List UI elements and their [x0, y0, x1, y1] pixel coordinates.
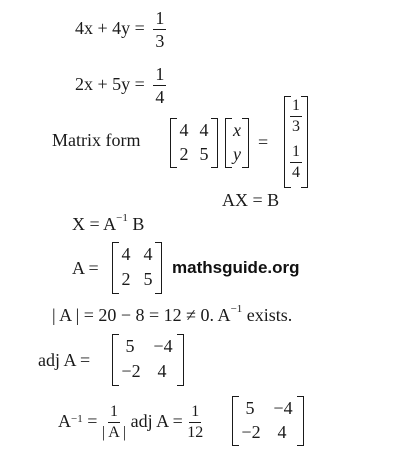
matrix-equals: = [258, 132, 269, 152]
matrix-cell: 5 [143, 269, 153, 289]
equation-1-den: 3 [155, 31, 165, 52]
equation-1-lhs: 4x + 4y = [75, 18, 145, 38]
equation-2-fraction [153, 65, 166, 106]
matrix-cell: −2 [121, 361, 141, 381]
matrix-cell: 5 [125, 336, 135, 356]
x-solution: $X = A^{-1}$ B [72, 212, 145, 234]
right-bracket [155, 242, 162, 294]
matrix-form-label: Matrix form [52, 130, 141, 150]
matrix-cell: 2 [121, 269, 131, 289]
inverse-matrix [232, 396, 304, 446]
matrix-cell: 4 [157, 361, 167, 381]
matrix-cell: 4 [143, 244, 153, 264]
matrix-cell: −2 [241, 422, 261, 442]
inverse-fraction-2: $\frac{1}{12}$ [187, 403, 204, 442]
adj-label: adj A = [38, 350, 91, 370]
inverse-fraction-1: $\frac{1}{| A |}$ [101, 403, 127, 442]
equation-2-den: 4 [155, 87, 165, 108]
watermark: mathsguide.org [172, 258, 300, 277]
equation-2-lhs: 2x + 5y = [75, 74, 145, 94]
equation-1-fraction [153, 9, 166, 50]
inverse-line: $A^{-1}$ = $\frac{1}{| A |}$ adj A = $\frac{1}{12}$ [58, 403, 204, 442]
a-matrix [112, 242, 162, 294]
equation-1 [75, 8, 166, 52]
adj-matrix [112, 334, 184, 386]
a-definition-label: A = [72, 258, 99, 278]
matrix-cell: −4 [153, 336, 173, 356]
right-bracket [211, 118, 218, 168]
matrix-cell: 5 [199, 144, 209, 164]
equation-2 [75, 64, 166, 108]
matrix-cell: 4 [179, 120, 189, 140]
matrix-cell: 4 [277, 422, 287, 442]
constant-vector [284, 96, 308, 188]
vector-cell: x [233, 120, 241, 140]
matrix-cell: 4 [121, 244, 131, 264]
vector-fraction: $\frac{1}{3}$ [292, 97, 300, 135]
determinant-line: | A | = 20 − 8 = 12 ≠ 0. $A^{-1}$ exists. [52, 303, 293, 325]
equation-2-num: 1 [155, 64, 165, 85]
variable-vector [225, 118, 249, 168]
vector-fraction: $\frac{1}{4}$ [292, 143, 300, 181]
vector-cell: y [233, 144, 241, 164]
equation-1-num: 1 [155, 8, 165, 29]
coefficient-matrix [170, 118, 218, 168]
right-bracket [297, 396, 304, 446]
matrix-cell: 4 [199, 120, 209, 140]
right-bracket [177, 334, 184, 386]
ax-equals-b: AX = B [222, 190, 280, 210]
matrix-cell: 2 [179, 144, 189, 164]
matrix-cell: −4 [273, 398, 293, 418]
matrix-cell: 5 [245, 398, 255, 418]
